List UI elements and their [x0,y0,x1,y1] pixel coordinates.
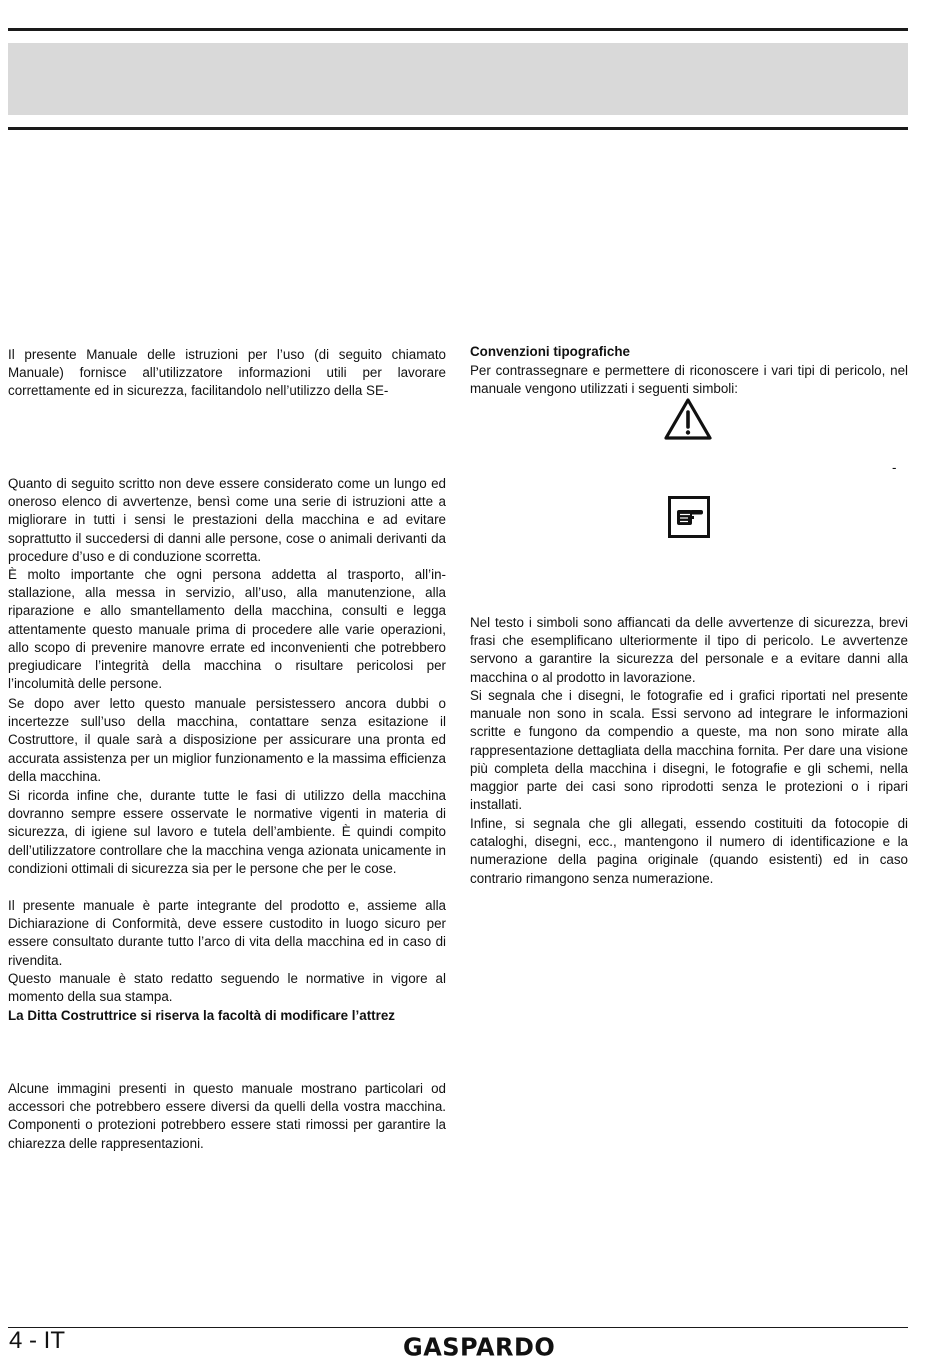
page-number: 4 - IT [9,1327,66,1354]
right-paragraph-1: Nel testo i simboli sono affiancati da delle avvertenze di sicurezza, brevi frasi che esemplificano ulteriormente il tipo di pericolo. Le avvertenze servono a garantire la sicurezza del personale e a evitare danni alla macchina o al prodotto in lavorazione. [470,615,908,685]
top-rule [8,28,908,31]
right-paragraph-3: Infine, si segnala che gli allegati, essendo costituiti da fotocopie di cataloghi, disegni, ecc., mantengono il numero di identificazione e la numerazione della pagina originale (quando esistenti) ed in caso contrario rimangono senza numerazione. [470,816,908,886]
right-intro: Per contrassegnare e permettere di riconoscere i vari tipi di pericolo, nel manuale vengono utilizzati i seguenti simboli: [470,363,908,397]
pointing-hand-note-icon [668,496,710,538]
gaspardo-logo: GASPARDO [403,1332,556,1362]
left-paragraph-8-bold: La Ditta Costruttrice si riserva la facoltà di modificare l’attrez [8,1008,395,1023]
left-paragraph-7: Questo manuale è stato redatto seguendo le normative in vigore al momento della sua stampa. [8,971,446,1005]
left-paragraph-9: Alcune immagini presenti in questo manuale mostrano particolari od accessori che potrebbero essere diversi da quelli della vostra macchina. Componenti o protezioni potrebbero essere stati rimossi per garantire la chiarezza delle rappresentazioni. [8,1081,446,1151]
warning-triangle-icon [663,397,713,441]
typographic-conventions-heading: Convenzioni tipografiche [470,344,630,359]
symbol-dash: - [892,460,897,475]
left-paragraph-2: Quanto di seguito scritto non deve essere considerato come un lungo ed oneroso elenco di avvertenze, bensì come una serie di istruzioni atte a migliorare in tutti i sensi le prestazioni della macchina e ad evitare soprattutto il succedersi di danni alle persone, cose o animali derivanti da procedure d’uso e di conduzione scorretta. [8,476,446,564]
header-bottom-rule [8,127,908,130]
left-paragraph-3: È molto importante che ogni persona addetta al trasporto, all’installazione, alla messa in servizio, all’uso, alla manutenzione, alla riparazione e allo smantellamento della macchina, consulti e legga attentamente questo manuale prima di procedere alle varie operazioni, allo scopo di prevenire manovre errate ed inconvenienti che potrebbero pregiudicare l’integrità della macchina o risultare pericolosi per l’incolumità delle persone. [8,567,446,692]
header-band [8,43,908,115]
left-paragraph-5: Si ricorda infine che, durante tutte le fasi di utilizzo della macchina dovranno sempre essere osservate le normative vigenti in materia di sicurezza, di igiene sul lavoro e tutela dell’ambiente. È quindi compito dell’utilizzatore controllare che la macchina venga azionata unicamente in condizioni ottimali di sicurezza sia per le persone che per le cose. [8,788,446,876]
left-paragraph-1: Il presente Manuale delle istruzioni per l’uso (di seguito chiamato Manuale) fornisce all’utilizzatore informazioni utili per lavorare correttamente ed in sicurezza, facilitandolo nell’utilizzo della SE- [8,347,446,399]
right-paragraph-2: Si segnala che i disegni, le fotografie ed i grafici riportati nel presente manuale non sono in scala. Essi servono ad integrare le informazioni scritte e fungono da compendio a queste, ma non sono mirate alla rappresentazione dettagliata della macchina fornita. Per dare una visione più completa della macchina i disegni, le fotografie e gli schemi, nella maggior parte dei casi sono riprodotti senza le protezioni o i ripari installati. [470,688,908,813]
left-paragraph-6: Il presente manuale è parte integrante del prodotto e, assieme alla Dichiarazione di Conformità, deve essere custodito in luogo sicuro per essere consultato durante tutto l’arco di vita della macchina ed in caso di rivendita. [8,898,446,968]
left-paragraph-4: Se dopo aver letto questo manuale persistessero ancora dubbi o incertezze sull’uso della macchina, contattare senza esitazione il Costruttore, il quale sarà a disposizione per assicurare una pronta ed accurata assistenza per un miglior funzionamento e la massima efficienza della macchina. [8,696,446,784]
footer-rule [8,1327,908,1328]
